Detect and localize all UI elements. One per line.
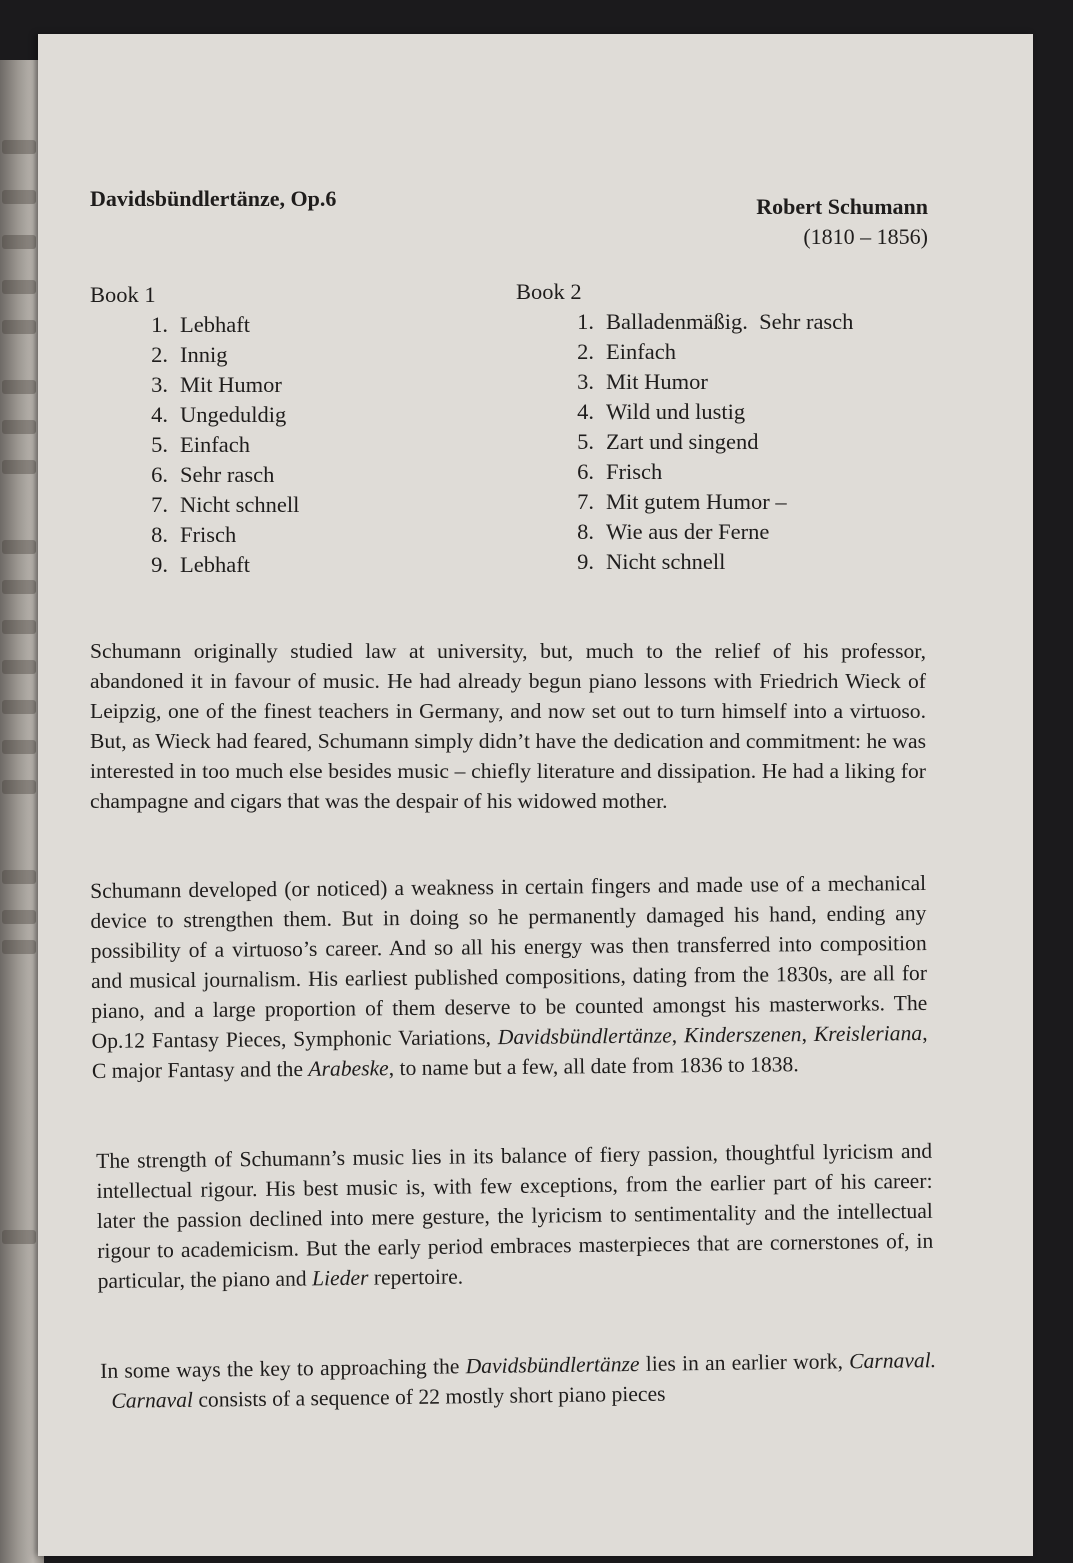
item-label: Zart und singend (606, 429, 759, 454)
work-title: Davidsbündlertänze (497, 1023, 672, 1050)
bleed-through-text (2, 580, 36, 594)
item-label: Balladenmäßig. Sehr rasch (606, 309, 854, 334)
text-run: , (671, 1023, 685, 1048)
list-item (120, 370, 299, 400)
bleed-through-text (2, 190, 36, 204)
item-label: Sehr rasch (180, 462, 275, 487)
bleed-through-text (2, 320, 36, 334)
book-2-list (516, 277, 853, 577)
list-item (546, 427, 853, 457)
item-number: 2. (577, 339, 594, 364)
text-run: lies in an earlier work, (639, 1349, 850, 1376)
item-number: 8. (577, 519, 594, 544)
bleed-through-text (2, 780, 36, 794)
item-label: Einfach (606, 339, 676, 364)
composer-dates: (1810 – 1856) (803, 224, 928, 249)
paragraph-injury-and-compositions (90, 868, 928, 1086)
bleed-through-text (2, 740, 36, 754)
list-item (546, 307, 853, 337)
bleed-through-text (2, 870, 36, 884)
item-label: Mit Humor (606, 369, 708, 394)
item-number: 9. (577, 549, 594, 574)
document-page (38, 34, 1033, 1556)
bleed-through-text (2, 1230, 36, 1244)
list-item (546, 397, 853, 427)
bleed-through-text (2, 540, 36, 554)
bleed-through-text (2, 140, 36, 154)
text-run (100, 1389, 111, 1413)
list-item (546, 367, 853, 397)
item-number: 4. (577, 399, 594, 424)
list-item (546, 457, 853, 487)
item-number: 1. (151, 312, 168, 337)
text-run: In some ways the key to approaching the (100, 1354, 466, 1383)
list-item (120, 550, 299, 580)
list-item (546, 517, 853, 547)
list-item (546, 337, 853, 367)
bleed-through-text (2, 700, 36, 714)
text-run: repertoire. (368, 1264, 464, 1290)
item-number: 5. (151, 432, 168, 457)
item-label: Frisch (180, 522, 237, 547)
bleed-through-text (2, 280, 36, 294)
composer-block (756, 192, 928, 252)
list-item (546, 487, 853, 517)
item-label: Frisch (606, 459, 663, 484)
book-2-title: Book 2 (516, 279, 582, 304)
item-label: Innig (180, 342, 228, 367)
list-item (120, 430, 299, 460)
work-title: Carnaval. (848, 1348, 937, 1374)
item-label: Nicht schnell (606, 549, 726, 574)
list-item (546, 547, 853, 577)
list-item (120, 310, 299, 340)
text-run: , to name but a few, all date from 1836 to 1838. (388, 1052, 799, 1081)
work-title: Carnaval (111, 1387, 194, 1413)
item-number: 7. (151, 492, 168, 517)
item-number: 4. (151, 402, 168, 427)
list-item (120, 340, 299, 370)
bleed-through-text (2, 380, 36, 394)
item-label: Mit gutem Humor – (606, 489, 787, 514)
bleed-through-text (2, 460, 36, 474)
item-label: Wie aus der Ferne (606, 519, 770, 544)
composer-name: Robert Schumann (756, 194, 928, 219)
paragraph-early-life: Schumann originally studied law at university, but, much to the relief of his professor, abandoned it in favour of music. He had already begun piano lessons with Friedrich Wieck of Leipzig, one of the finest teachers in Germany, and now set out to turn himself into a virtuoso. But, as Wieck had feared, Schumann simply didn’t have the dedication and commitment: he was interested in too much else besides music – chiefly literature and dissipation. He had a liking for champagne and cigars that was the despair of his widowed mother. (90, 639, 926, 813)
bleed-through-text (2, 620, 36, 634)
text-run: , C major Fantasy and the (91, 1020, 928, 1083)
book-1-title: Book 1 (90, 282, 156, 307)
item-number: 9. (151, 552, 168, 577)
paragraph-strength (96, 1136, 934, 1296)
item-number: 6. (577, 459, 594, 484)
bleed-through-text (2, 940, 36, 954)
list-item (120, 520, 299, 550)
item-label: Mit Humor (180, 372, 282, 397)
item-number: 5. (577, 429, 594, 454)
item-number: 3. (577, 369, 594, 394)
book-1-list (90, 280, 299, 580)
item-label: Lebhaft (180, 552, 250, 577)
list-item (120, 460, 299, 490)
item-label: Nicht schnell (180, 492, 300, 517)
text-run: consists of a sequence of 22 mostly short piano pieces (192, 1381, 666, 1412)
item-number: 2. (151, 342, 168, 367)
bleed-through-text (2, 660, 36, 674)
bleed-through-text (2, 910, 36, 924)
item-label: Lebhaft (180, 312, 250, 337)
work-title: Kinderszenen (683, 1022, 802, 1048)
text-run: The strength of Schumann’s music lies in its balance of fiery passion, thoughtful lyricism and intellectual rigour. His best music is, with few exceptions, from the earlier part of his career: later the passion declined into mere gesture, the lyricism to sentimentality and the intellectual rigour to academicism. But the early period embraces masterpieces that are cornerstones of, in particular, the piano and (96, 1138, 934, 1293)
work-title: Davidsbündlertänze (465, 1351, 640, 1379)
item-number: 8. (151, 522, 168, 547)
work-title: Kreisleriana (813, 1021, 923, 1047)
item-label: Wild und lustig (606, 399, 746, 424)
item-label: Einfach (180, 432, 250, 457)
item-number: 7. (577, 489, 594, 514)
list-item (120, 400, 299, 430)
item-label: Ungeduldig (180, 402, 287, 427)
piece-title: Davidsbündlertänze, Op.6 (90, 186, 337, 211)
list-item (120, 490, 299, 520)
item-number: 6. (151, 462, 168, 487)
bleed-through-text (2, 235, 36, 249)
text-run: , (801, 1022, 814, 1047)
bleed-through-text (2, 420, 36, 434)
work-title: Lieder (311, 1265, 369, 1291)
item-number: 3. (151, 372, 168, 397)
text-run: Schumann developed (or noticed) a weakness in certain fingers and made use of a mechanical device to strengthen them. But in doing so he permanently damaged his hand, ending any possibility of a virtuoso’s career. And so all his energy was then transferred into composition and musical journalism. His earliest published compositions, dating from the 1830s, are all for piano, and a large proportion of them deserve to be counted amongst his masterworks. The Op.12 Fantasy Pieces, Symphonic Variations, (90, 870, 928, 1053)
work-title: Arabeske (308, 1056, 389, 1081)
paragraph-carnaval (100, 1345, 937, 1416)
item-number: 1. (577, 309, 594, 334)
